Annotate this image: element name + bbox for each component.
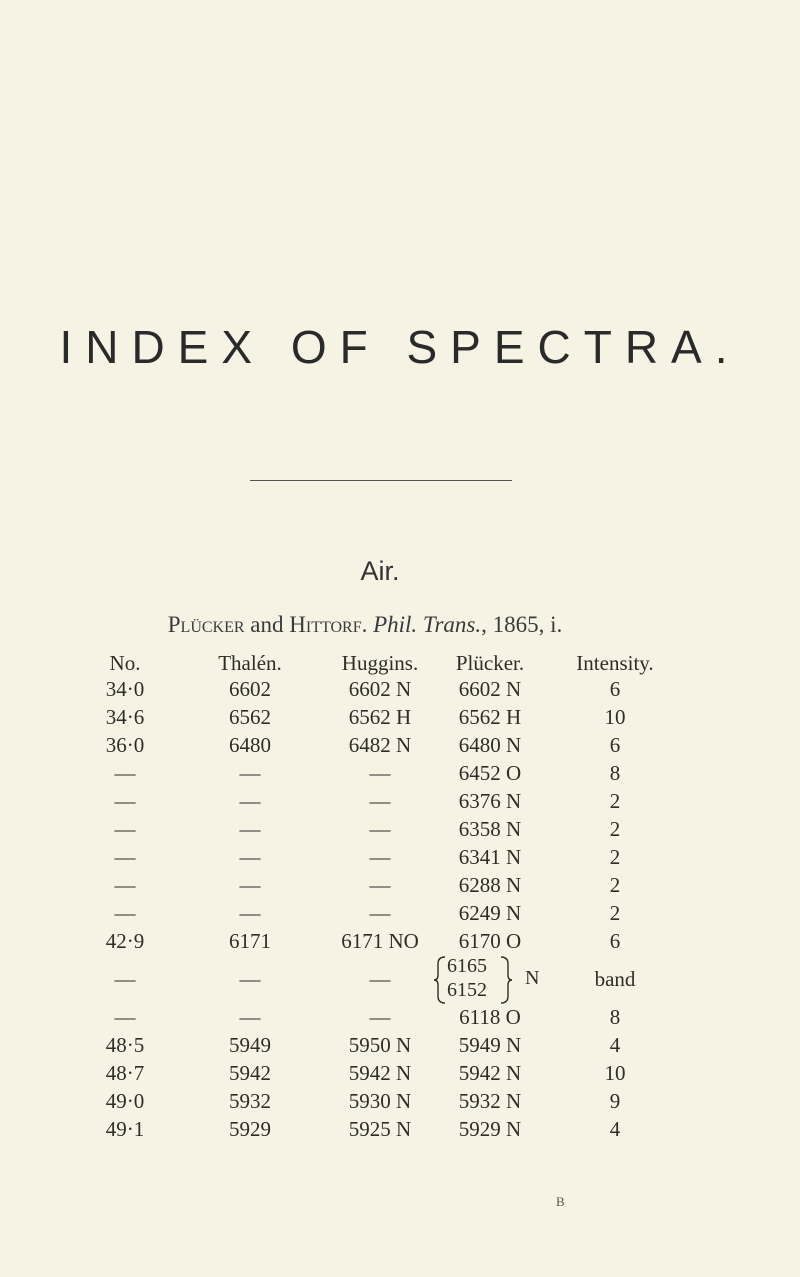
journal-name: Phil. Trans. bbox=[373, 612, 482, 637]
cell-thalen: — bbox=[239, 845, 261, 869]
cell-plucker: 5932 N bbox=[458, 1089, 522, 1113]
cell-thalen: — bbox=[239, 789, 261, 813]
author-1: Plücker bbox=[167, 612, 245, 637]
cell-no: 42·9 bbox=[105, 929, 145, 953]
cell-plucker: 6452 O bbox=[458, 761, 522, 785]
cell-huggins: — bbox=[369, 967, 391, 991]
page-title: INDEX OF SPECTRA. bbox=[59, 321, 741, 373]
cell-huggins: 5942 N bbox=[348, 1061, 412, 1085]
table-row bbox=[0, 898, 800, 928]
cell-no: — bbox=[114, 817, 136, 841]
cell-plucker: 6602 N bbox=[458, 677, 522, 701]
cell-thalen: 5949 bbox=[229, 1033, 271, 1057]
cell-huggins: 6602 N bbox=[348, 677, 412, 701]
cell-no: — bbox=[114, 789, 136, 813]
table-row bbox=[0, 1058, 800, 1088]
cell-thalen: 6480 bbox=[229, 733, 271, 757]
cell-plucker: 5929 N bbox=[458, 1117, 522, 1141]
cell-huggins: 6562 H bbox=[348, 705, 412, 729]
cell-intensity: band bbox=[594, 967, 636, 991]
cell-intensity: 2 bbox=[609, 901, 621, 925]
cell-plucker: 6288 N bbox=[458, 873, 522, 897]
cell-no: — bbox=[114, 845, 136, 869]
cell-thalen: 6171 bbox=[229, 929, 271, 953]
section-heading: Air. bbox=[360, 556, 400, 586]
cell-thalen: 5942 bbox=[229, 1061, 271, 1085]
cell-no: 49·0 bbox=[105, 1089, 145, 1113]
cell-no: 49·1 bbox=[105, 1117, 145, 1141]
cell-intensity: 2 bbox=[609, 789, 621, 813]
cell-intensity: 4 bbox=[609, 1033, 621, 1057]
cell-huggins: — bbox=[369, 1005, 391, 1029]
cell-thalen: 6602 bbox=[229, 677, 271, 701]
table-row bbox=[0, 1002, 800, 1032]
table-row bbox=[0, 870, 800, 900]
cell-huggins: 5930 N bbox=[348, 1089, 412, 1113]
cell-plucker: 5949 N bbox=[458, 1033, 522, 1057]
cell-no: 34·6 bbox=[105, 705, 145, 729]
cell-thalen: — bbox=[239, 901, 261, 925]
cell-thalen: — bbox=[239, 817, 261, 841]
cell-huggins: — bbox=[369, 761, 391, 785]
cell-plucker: 6376 N bbox=[458, 789, 522, 813]
cell-intensity: 2 bbox=[609, 845, 621, 869]
table-row bbox=[0, 1030, 800, 1060]
header-plucker: Plücker. bbox=[455, 651, 525, 675]
cell-intensity: 6 bbox=[609, 677, 621, 701]
cell-no: — bbox=[114, 1005, 136, 1029]
cell-plucker: 6118 O bbox=[459, 1005, 521, 1029]
header-thalen: Thalén. bbox=[218, 651, 282, 675]
table-row bbox=[0, 814, 800, 844]
cell-intensity: 2 bbox=[609, 817, 621, 841]
and-word: and bbox=[244, 612, 290, 637]
cell-no: 36·0 bbox=[105, 733, 145, 757]
table-row bbox=[0, 955, 800, 1001]
cell-intensity: 2 bbox=[609, 873, 621, 897]
bracketed-lines-cell bbox=[425, 954, 565, 1006]
cell-thalen: 6562 bbox=[229, 705, 271, 729]
cell-huggins: — bbox=[369, 901, 391, 925]
cell-plucker: 6170 O bbox=[458, 929, 522, 953]
cell-huggins: 6171 NO bbox=[341, 929, 419, 953]
bracket-value-top: 6165 bbox=[447, 955, 487, 977]
header-intensity: Intensity. bbox=[576, 651, 654, 675]
cell-intensity: 9 bbox=[609, 1089, 621, 1113]
cell-huggins: 5950 N bbox=[348, 1033, 412, 1057]
cell-plucker: 6249 N bbox=[458, 901, 522, 925]
cell-thalen: — bbox=[239, 761, 261, 785]
table-row bbox=[0, 702, 800, 732]
cell-no: 34·0 bbox=[105, 677, 145, 701]
cell-no: — bbox=[114, 967, 136, 991]
cell-plucker: 6480 N bbox=[458, 733, 522, 757]
cell-huggins: — bbox=[369, 845, 391, 869]
right-brace-icon bbox=[499, 956, 513, 1004]
cell-huggins: — bbox=[369, 789, 391, 813]
source-citation bbox=[0, 612, 730, 638]
bracket-value-bottom: 6152 bbox=[447, 979, 487, 1001]
cell-no: 48·5 bbox=[105, 1033, 145, 1057]
table-row bbox=[0, 758, 800, 788]
cell-huggins: 6482 N bbox=[348, 733, 412, 757]
cell-no: — bbox=[114, 761, 136, 785]
cell-thalen: 5932 bbox=[229, 1089, 271, 1113]
cell-thalen: 5929 bbox=[229, 1117, 271, 1141]
cell-thalen: — bbox=[239, 1005, 261, 1029]
cell-intensity: 4 bbox=[609, 1117, 621, 1141]
cell-intensity: 10 bbox=[604, 705, 626, 729]
signature-mark: B bbox=[556, 1194, 565, 1209]
cell-intensity: 8 bbox=[609, 761, 621, 785]
table-row bbox=[0, 926, 800, 956]
cell-huggins: — bbox=[369, 817, 391, 841]
table-row bbox=[0, 1114, 800, 1144]
header-huggins: Huggins. bbox=[341, 651, 419, 675]
cell-plucker: 6562 H bbox=[458, 705, 522, 729]
cell-intensity: 6 bbox=[609, 929, 621, 953]
cell-no: — bbox=[114, 873, 136, 897]
citation-detail: , 1865, i. bbox=[481, 612, 563, 637]
table-row bbox=[0, 730, 800, 760]
cell-intensity: 6 bbox=[609, 733, 621, 757]
cell-no: — bbox=[114, 901, 136, 925]
cell-thalen: — bbox=[239, 873, 261, 897]
title-rule bbox=[250, 480, 512, 481]
left-brace-icon bbox=[433, 956, 447, 1004]
table-row bbox=[0, 842, 800, 872]
cell-plucker: 5942 N bbox=[458, 1061, 522, 1085]
cell-huggins: 5925 N bbox=[348, 1117, 412, 1141]
cell-huggins: — bbox=[369, 873, 391, 897]
cell-thalen: — bbox=[239, 967, 261, 991]
table-row bbox=[0, 1086, 800, 1116]
cell-no: 48·7 bbox=[105, 1061, 145, 1085]
cell-intensity: 8 bbox=[609, 1005, 621, 1029]
citation-separator: . bbox=[361, 612, 374, 637]
cell-intensity: 10 bbox=[604, 1061, 626, 1085]
author-2: Hittorf bbox=[289, 612, 362, 637]
header-no: No. bbox=[109, 651, 141, 675]
cell-plucker: 6341 N bbox=[458, 845, 522, 869]
table-row bbox=[0, 786, 800, 816]
cell-plucker: 6358 N bbox=[458, 817, 522, 841]
bracket-suffix: N bbox=[525, 967, 540, 989]
table-row bbox=[0, 674, 800, 704]
